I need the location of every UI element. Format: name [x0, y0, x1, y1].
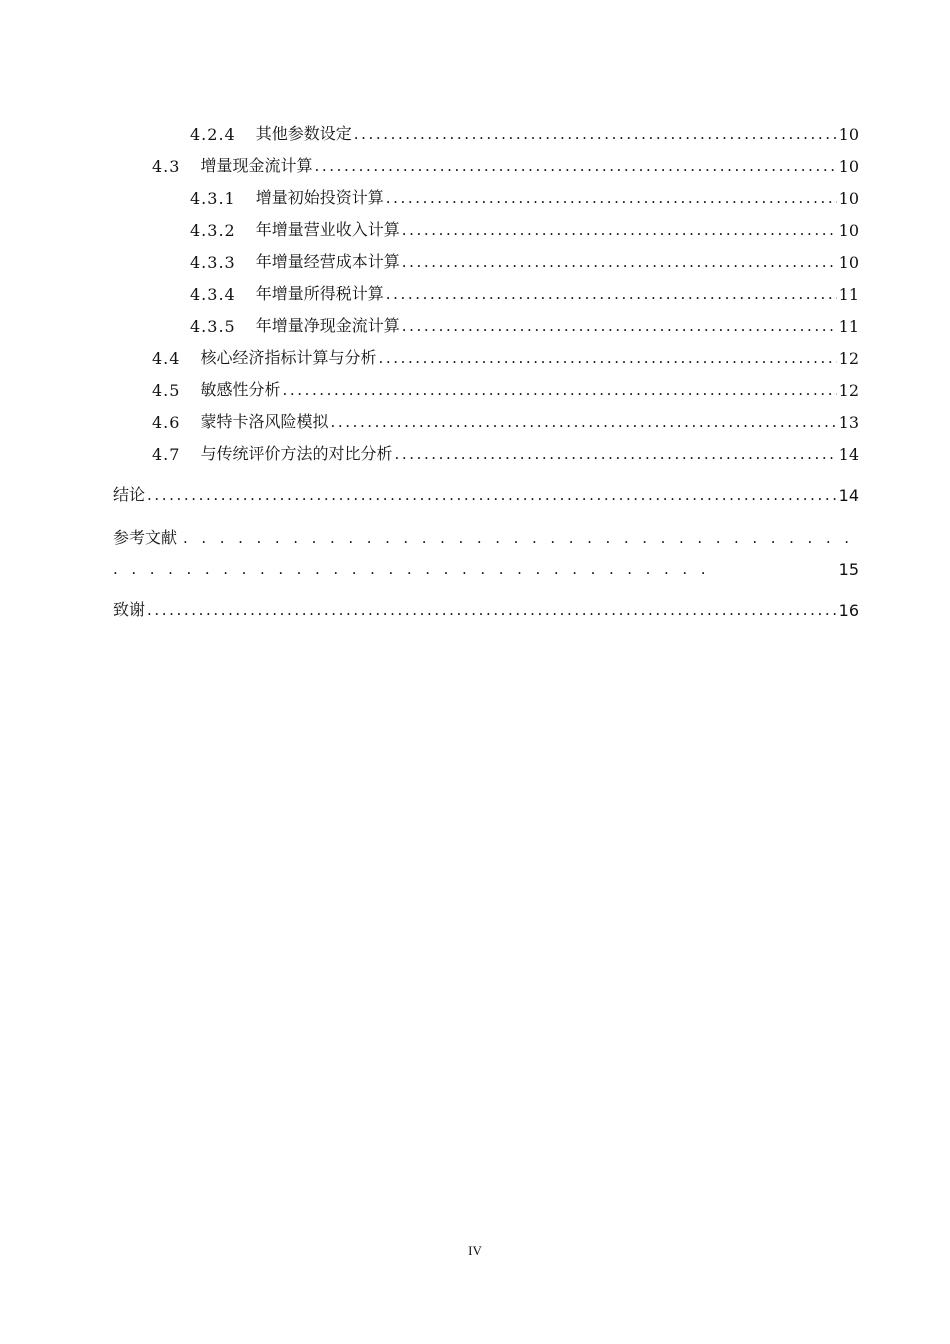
toc-title: 其他参数设定: [255, 124, 352, 143]
toc-page-number: 10: [838, 125, 859, 144]
toc-entry-acknowledgements[interactable]: [0, 596, 950, 620]
toc-entry-references[interactable]: [113, 524, 859, 548]
toc-number: 4.3.4: [190, 285, 236, 304]
toc-leader-dots: [113, 559, 713, 579]
toc-leader-dots: [330, 412, 836, 432]
toc-page-number: 10: [838, 221, 859, 240]
toc-title: 年增量净现金流计算: [255, 316, 400, 335]
toc-title: 参考文献: [113, 528, 178, 547]
toc-entry-4-6[interactable]: [0, 408, 950, 432]
toc-entry-conclusion[interactable]: [0, 481, 950, 505]
toc-page-number: 14: [838, 486, 859, 505]
toc-page-number: 13: [838, 413, 859, 432]
toc-leader-dots: [147, 485, 837, 505]
toc-entry-references-continued[interactable]: [113, 555, 859, 579]
toc-entry-4-3[interactable]: [0, 152, 950, 176]
toc-page-number: 12: [838, 381, 859, 400]
toc-entry-4-3-3[interactable]: [0, 248, 950, 272]
toc-title: 年增量营业收入计算: [255, 220, 400, 239]
toc-entry-4-3-4[interactable]: [0, 280, 950, 304]
toc-number: 4.7: [152, 445, 181, 464]
toc-leader-dots: [147, 600, 837, 620]
toc-page-number: 12: [838, 349, 859, 368]
toc-page-number: 11: [838, 317, 859, 336]
toc-leader-dots: [386, 284, 837, 304]
toc-title: 年增量经营成本计算: [255, 252, 400, 271]
toc-entry-4-3-2[interactable]: [0, 216, 950, 240]
toc-page-number: 10: [838, 189, 859, 208]
toc-number: 4.3.3: [190, 253, 236, 272]
toc-number: 4.2.4: [190, 125, 236, 144]
toc-number: 4.3.2: [190, 221, 236, 240]
toc-number: 4.3.1: [190, 189, 236, 208]
toc-entry-4-2-4[interactable]: [0, 120, 950, 144]
toc-title: 增量初始投资计算: [255, 188, 384, 207]
toc-page-number: 11: [838, 285, 859, 304]
toc-title: 蒙特卡洛风险模拟: [200, 412, 329, 431]
toc-entry-4-3-5[interactable]: [0, 312, 950, 336]
toc-number: 4.3: [152, 157, 181, 176]
toc-entry-4-4[interactable]: [0, 344, 950, 368]
toc-leader-dots: [354, 124, 837, 144]
toc-title: 敏感性分析: [200, 380, 281, 399]
toc-leader-dots: [402, 220, 837, 240]
toc-page-number: 16: [838, 601, 859, 620]
toc-page-number: 10: [838, 253, 859, 272]
toc-number: 4.5: [152, 381, 181, 400]
toc-leader-dots: [394, 444, 836, 464]
toc-entry-4-5[interactable]: [0, 376, 950, 400]
toc-title: 年增量所得税计算: [255, 284, 384, 303]
toc-leader-dots: [314, 156, 836, 176]
toc-number: 4.4: [152, 349, 181, 368]
toc-leader-dots: [378, 348, 836, 368]
toc-number: 4.3.5: [190, 317, 236, 336]
toc-page-number: 15: [838, 560, 859, 579]
toc-leader-dots: [183, 528, 859, 548]
toc-title: 与传统评价方法的对比分析: [200, 444, 393, 463]
toc-entry-4-3-1[interactable]: [0, 184, 950, 208]
page-footer-number: IV: [468, 1243, 482, 1258]
toc-leader-dots: [386, 188, 837, 208]
toc-title: 增量现金流计算: [200, 156, 313, 175]
toc-leader-dots: [402, 252, 837, 272]
toc-page-number: 10: [838, 157, 859, 176]
toc-title: 结论: [113, 485, 146, 504]
toc-title: 核心经济指标计算与分析: [200, 348, 377, 367]
toc-title: 致谢: [113, 600, 146, 619]
toc-leader-dots: [402, 316, 837, 336]
toc-page-number: 14: [838, 445, 859, 464]
toc-entry-4-7[interactable]: [0, 440, 950, 464]
toc-leader-dots: [282, 380, 836, 400]
toc-number: 4.6: [152, 413, 181, 432]
